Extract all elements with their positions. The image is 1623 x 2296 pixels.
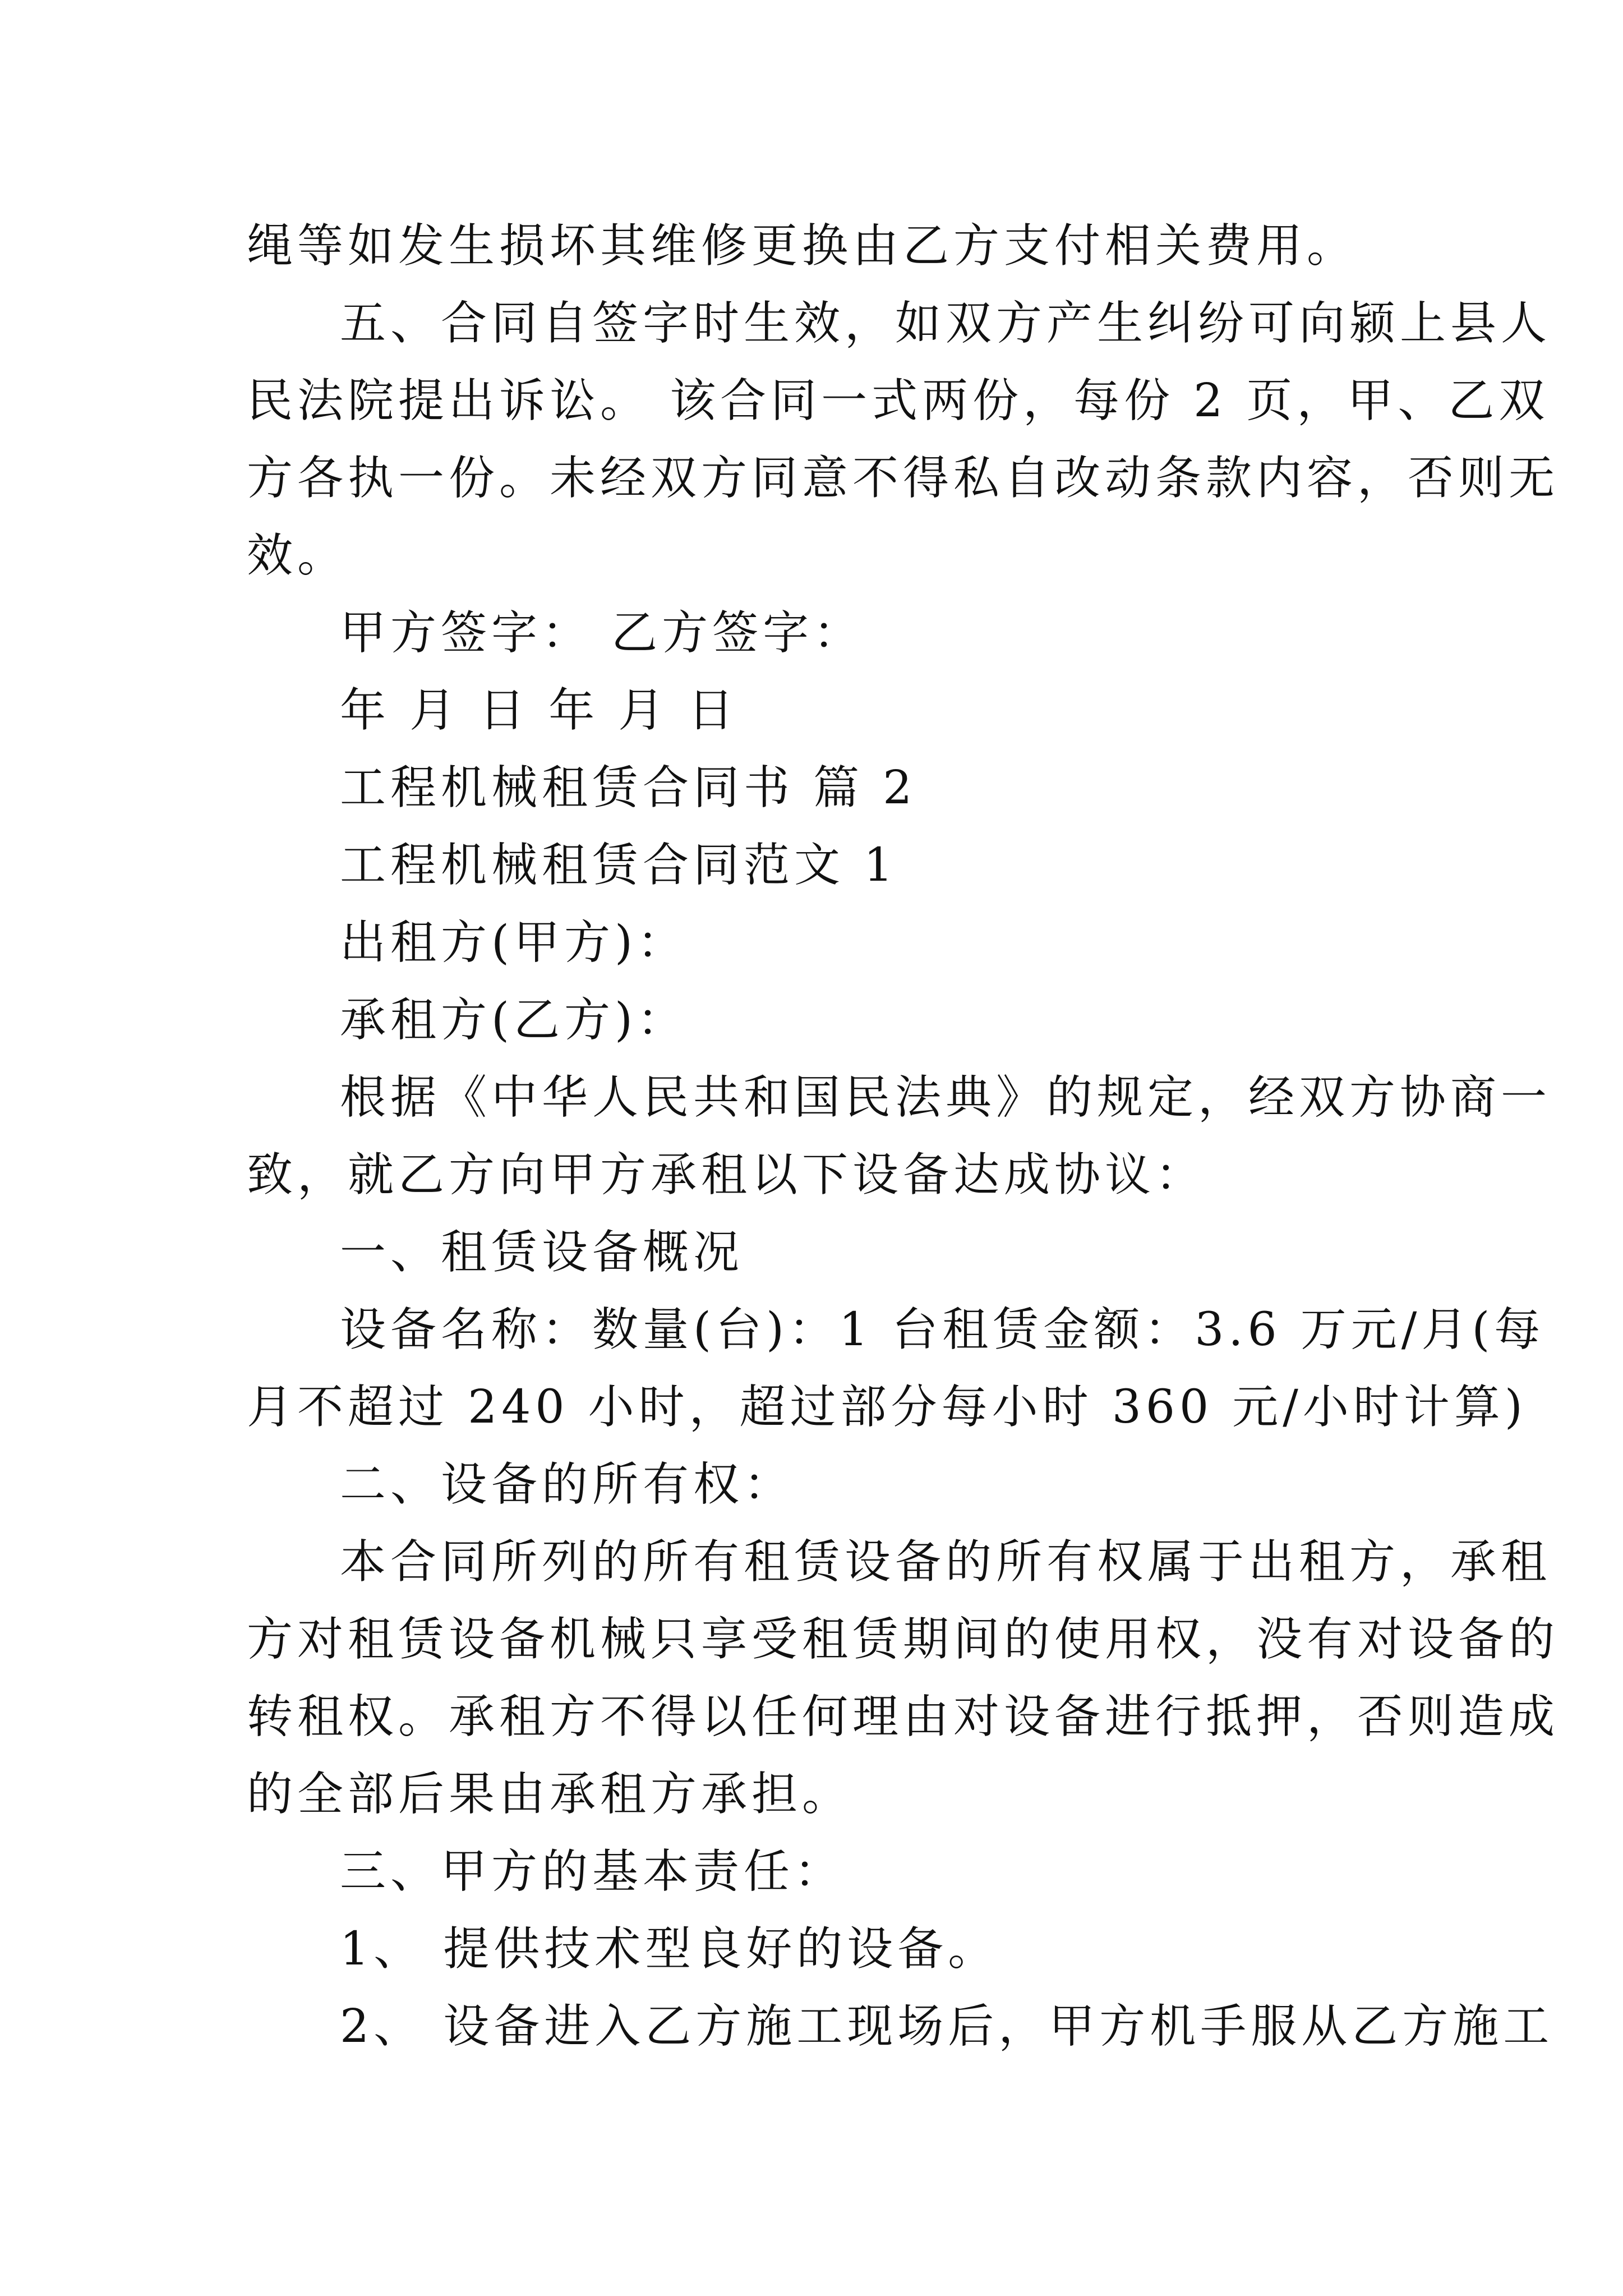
- list-item: 2、 设备进入乙方施工现场后，甲方机手服从乙方施工: [340, 2000, 1554, 2053]
- ownership-clause: 本合同所列的所有租赁设备的所有权属于出租方，承租: [340, 1535, 1552, 1589]
- text-line: 的全部后果由承租方承担。: [247, 1768, 853, 1821]
- equipment-details: 设备名称：数量(台)：1 台租赁金额：3.6 万元/月(每: [340, 1303, 1545, 1356]
- lessee-line: 承租方(乙方)：: [340, 993, 688, 1047]
- section-heading-2: 二、设备的所有权：: [340, 1458, 795, 1511]
- text-line: 民法院提出诉讼。 该合同一式两份，每份 2 页，甲、乙双: [247, 374, 1550, 427]
- text-line: 方各执一份。未经双方同意不得私自改动条款内容，否则无: [247, 452, 1560, 505]
- clause-5: 五、合同自签字时生效，如双方产生纠纷可向颍上县人: [340, 297, 1552, 350]
- preamble: 根据《中华人民共和国民法典》的规定，经双方协商一: [340, 1071, 1552, 1124]
- document-body: [247, 208, 1560, 2065]
- text-line: 转租权。承租方不得以任何理由对设备进行抵押，否则造成: [247, 1690, 1560, 1743]
- date-line: 年 月 日 年 月 日: [340, 684, 739, 737]
- list-item: 1、 提供技术型良好的设备。: [340, 1922, 999, 1976]
- section-heading-3: 三、甲方的基本责任：: [340, 1845, 845, 1898]
- text-line: 绳等如发生损坏其维修更换由乙方支付相关费用。: [247, 219, 1358, 273]
- section-heading-1: 一、租赁设备概况: [340, 1226, 744, 1279]
- text-line: 月不超过 240 小时，超过部分每小时 360 元/小时计算): [247, 1381, 1527, 1434]
- signature-line: 甲方签字： 乙方签字：: [340, 606, 864, 660]
- text-line: 方对租赁设备机械只享受租赁期间的使用权，没有对设备的: [247, 1613, 1560, 1666]
- text-line: 效。: [247, 529, 348, 582]
- text-line: 致，就乙方向甲方承租以下设备达成协议：: [247, 1148, 1206, 1202]
- document-title: 工程机械租赁合同范文 1: [340, 839, 898, 892]
- lessor-line: 出租方(甲方)：: [340, 916, 688, 969]
- section-heading: 工程机械租赁合同书 篇 2: [340, 761, 917, 815]
